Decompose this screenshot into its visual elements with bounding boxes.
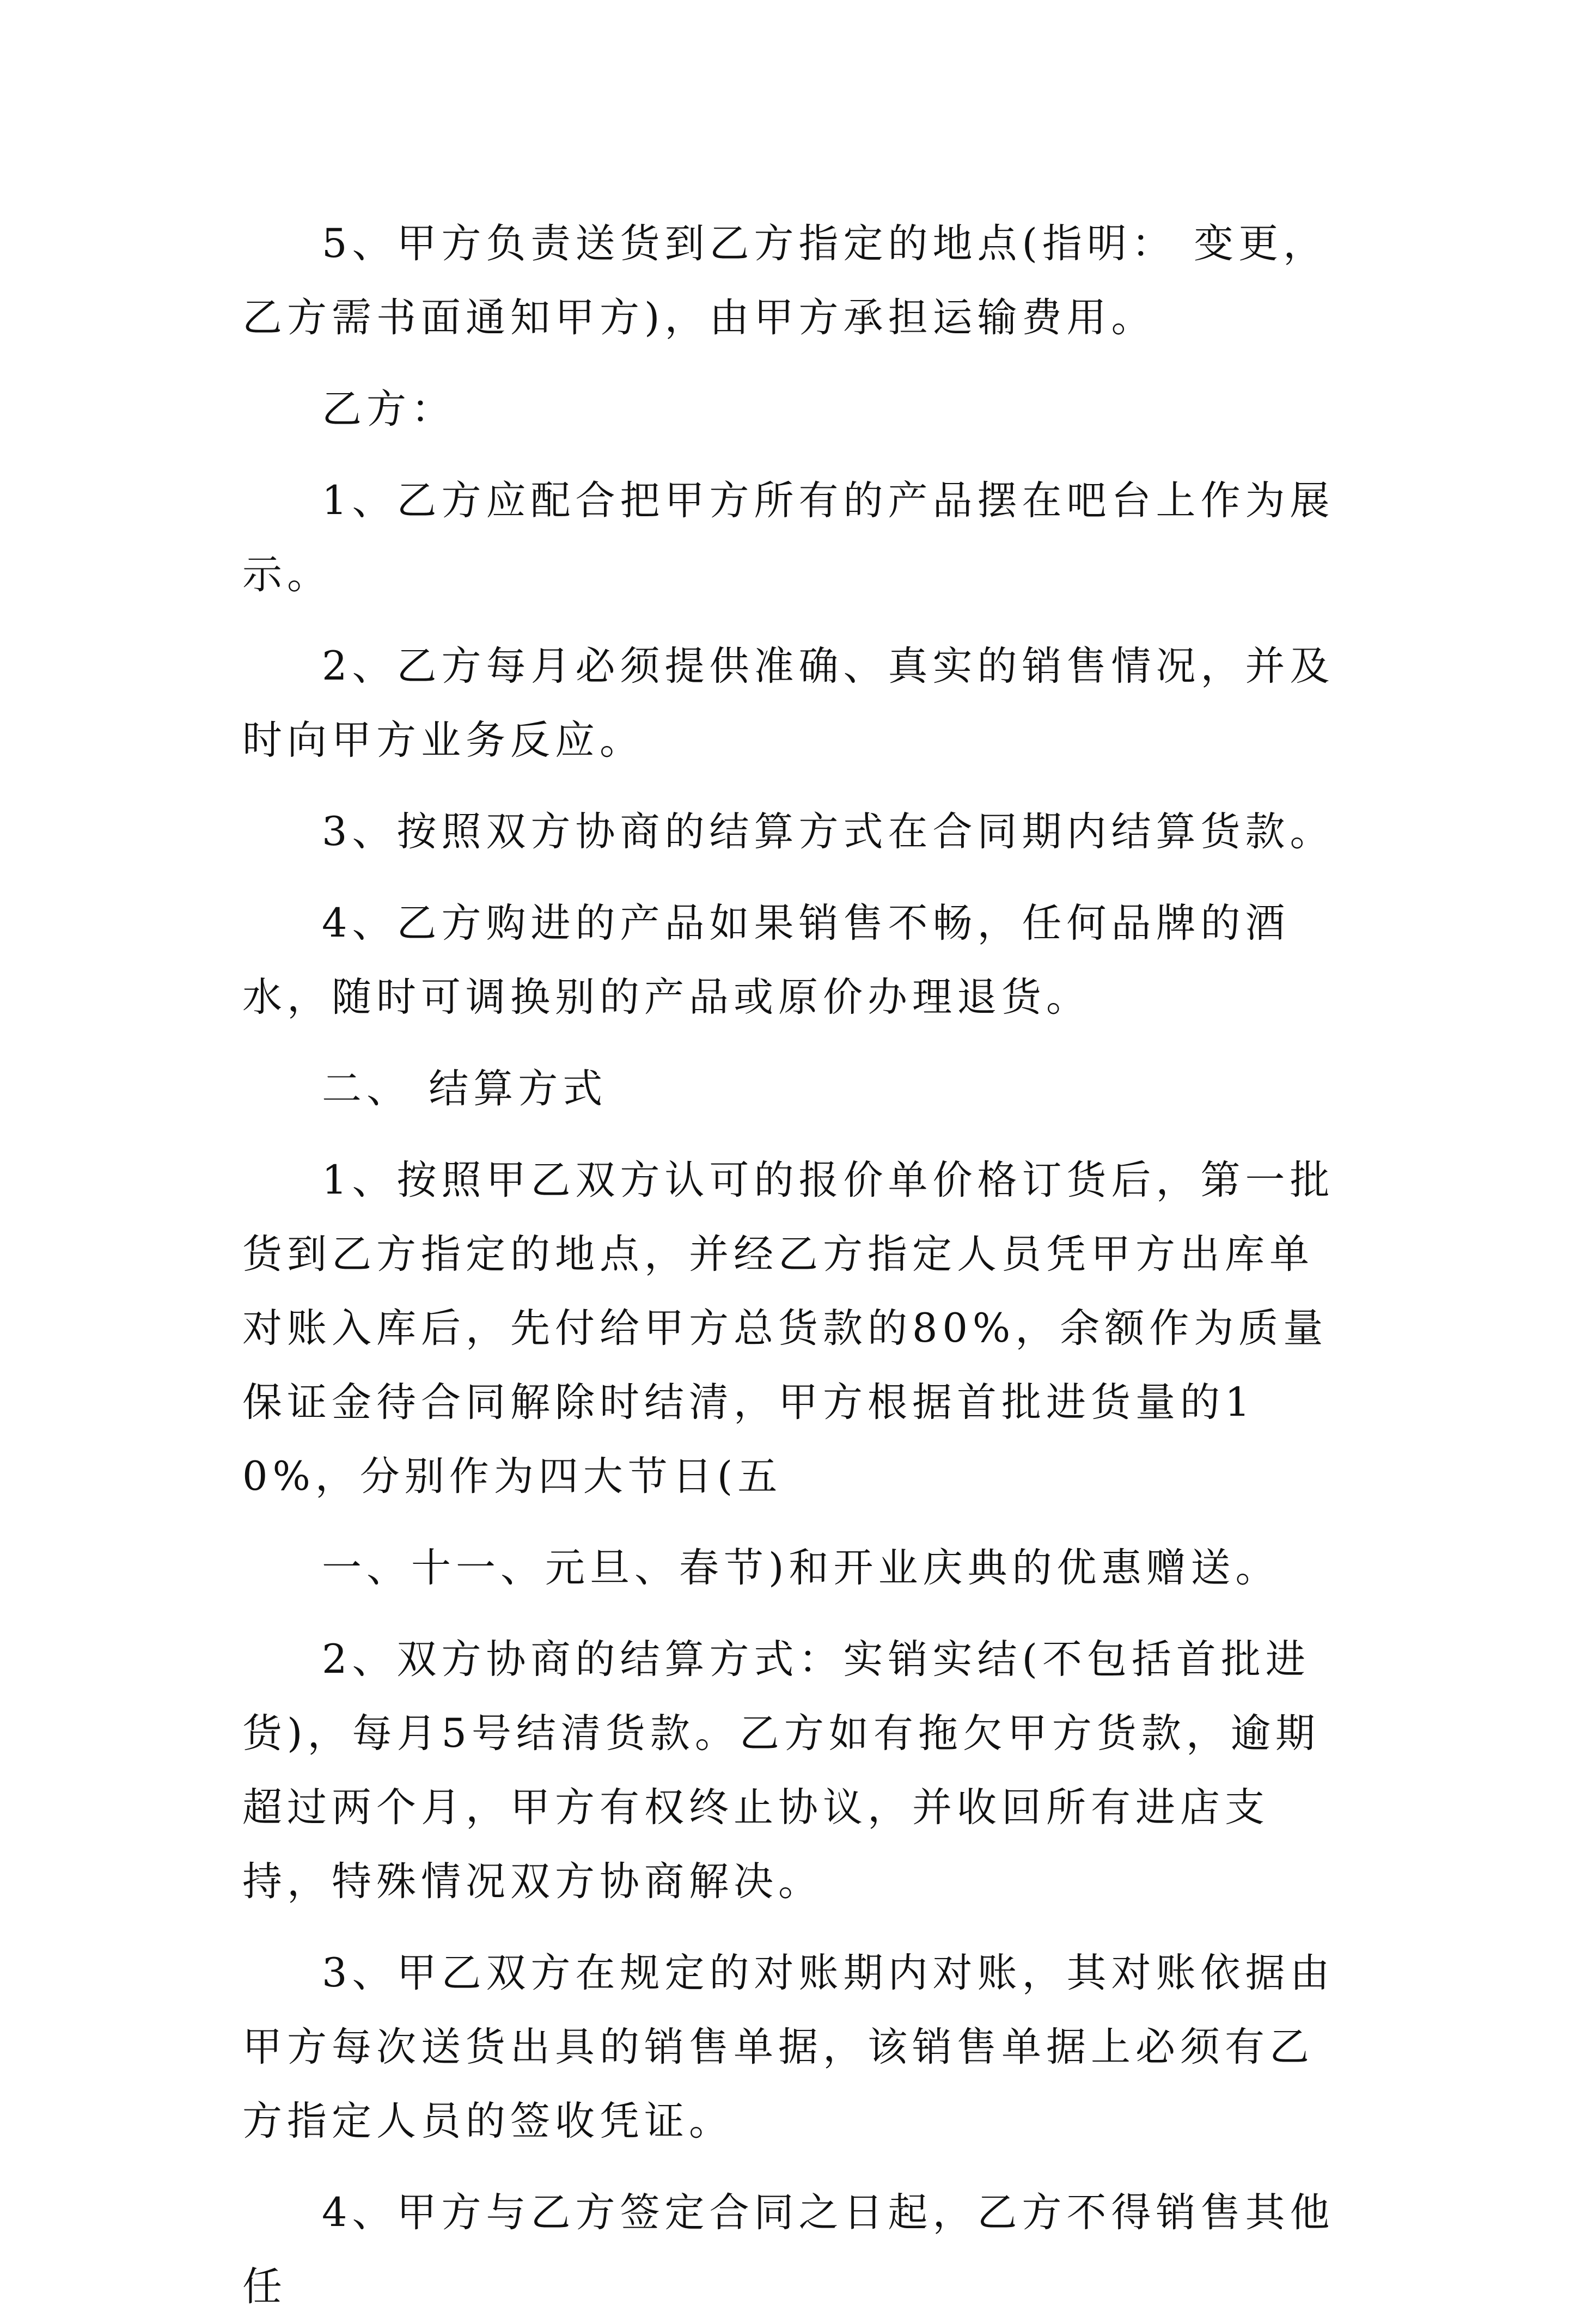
- paragraph-sales-report-clause: 2、乙方每月必须提供准确、真实的销售情况，并及时向甲方业务反应。: [242, 643, 1335, 763]
- paragraph-display-clause: 1、乙方应配合把甲方所有的产品摆在吧台上作为展示。: [242, 478, 1335, 598]
- document-body: [242, 207, 1348, 2324]
- paragraph-settlement-4: 4、甲方与乙方签定合同之日起，乙方不得销售其他任: [242, 2190, 1335, 2310]
- paragraph-delivery-clause: 5、甲方负责送货到乙方指定的地点(指明： 变更，乙方需书面通知甲方)，由甲方承担运输费用。: [242, 221, 1328, 341]
- paragraph-party-b-heading: 乙方：: [322, 386, 456, 432]
- paragraph-payment-clause: 3、按照双方协商的结算方式在合同期内结算货款。: [322, 809, 1335, 855]
- paragraph-settlement-2: 2、双方协商的结算方式：实销实结(不包括首批进货)，每月5号结清货款。乙方如有拖欠甲方货款，逾期超过两个月，甲方有权终止协议，并收回所有进店支持，特殊情况双方协商解决。: [242, 1636, 1320, 1905]
- paragraph-return-clause: 4、乙方购进的产品如果销售不畅，任何品牌的酒水，随时可调换别的产品或原价办理退货。: [242, 900, 1290, 1020]
- paragraph-settlement-3: 3、甲乙双方在规定的对账期内对账，其对账依据由甲方每次送货出具的销售单据，该销售单据上必须有乙方指定人员的签收凭证。: [242, 1950, 1335, 2144]
- section-heading-settlement: 二、 结算方式: [322, 1066, 608, 1112]
- paragraph-settlement-1: 1、按照甲乙双方认可的报价单价格订货后，第一批货到乙方指定的地点，并经乙方指定人员凭甲方出库单对账入库后，先付给甲方总货款的80%，余额作为质量保证金待合同解除时结清，甲方根据首批进货量的10%，分别作为四大节日(五: [242, 1157, 1335, 1500]
- paragraph-holiday-gift: 一、十一、元旦、春节)和开业庆典的优惠赠送。: [322, 1545, 1280, 1591]
